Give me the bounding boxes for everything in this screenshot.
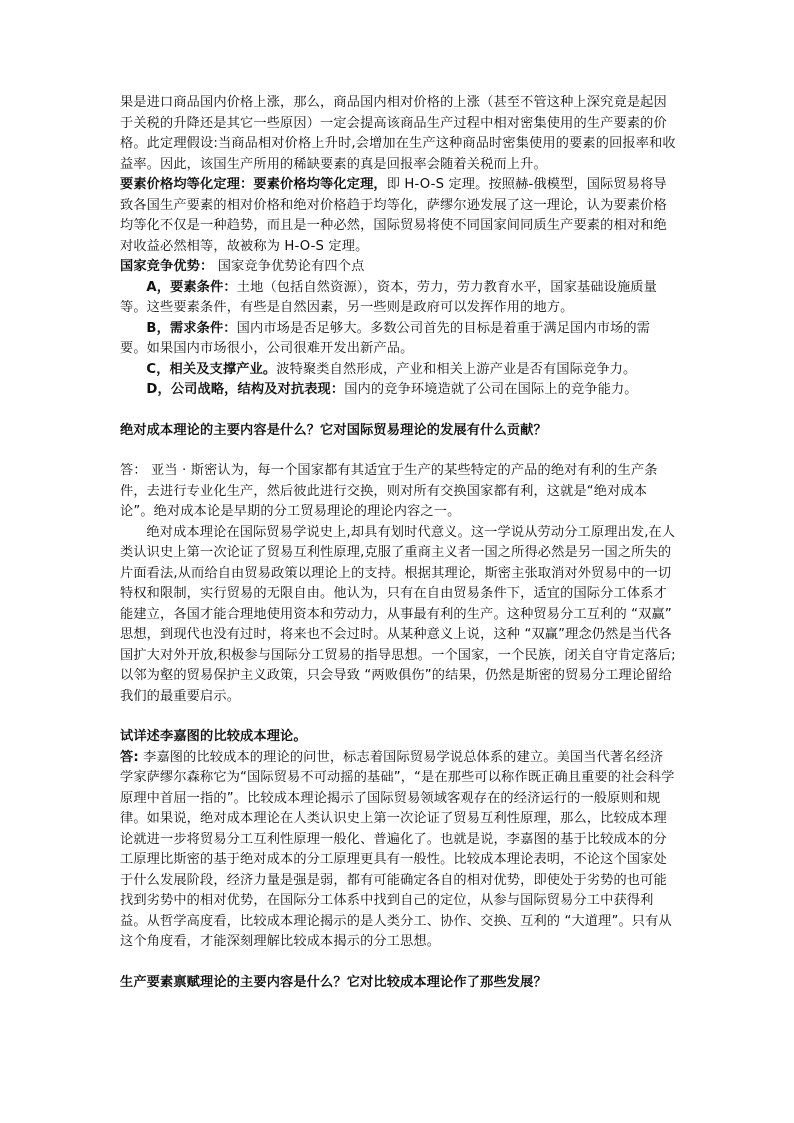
term-firm-strategy: D，公司战略，结构及对抗表现： <box>146 382 345 397</box>
term-demand-conditions: B，需求条件： <box>146 320 237 336</box>
list-item-demand-conditions <box>120 319 676 360</box>
text-demand-conditions: 国内市场是否足够大。多数公司首先的目标是着重于满足国内市场的需要。如果国内市场很小，公司很难开发出新产品。 <box>120 320 651 356</box>
list-item-firm-strategy <box>120 380 676 401</box>
term-related-industries: C，相关及支撑产业。 <box>146 361 277 377</box>
document-page <box>120 93 676 993</box>
answer-comparative-cost <box>120 748 676 953</box>
answer-label: 答: <box>120 749 139 765</box>
text-firm-strategy: 国内的竞争环境造就了公司在国际上的竞争能力。 <box>344 382 638 397</box>
list-item-factor-conditions <box>120 278 676 319</box>
list-item-related-industries <box>120 360 676 381</box>
text-related-industries: 波特聚类自然形成，产业和相关上游产业是否有国际竞争力。 <box>276 361 637 377</box>
text-national-competitive-advantage: 国家竞争优势论有四个点 <box>213 259 365 274</box>
answer-comparative-cost-text: 李嘉图的比较成本的理论的问世，标志着国际贸易学说总体系的建立。美国当代著名经济学家萨缪尔森称它为“国际贸易不可动摇的基础”，“是在那些可以称作既正确且重要的社会科学原理中首屈一指的”。比较成本理论揭示了国际贸易领域客观存在的经济运行的一般原则和规律。如果说，绝对成本理论在人类认识史上第一次论证了贸易互利性原理，那么，比较成本理论就进一步将贸易分工互利性原理一般化、普遍化了。也就是说，李嘉图的基于比较成本的分工原理比斯密的基于绝对成本的分工原理更具有一般性。比较成本理论表明，不论这个国家处于什么发展阶段，经济力量是强是弱，都有可能确定各自的相对优势，即使处于劣势的也可能找到劣势中的相对优势，在国际分工体系中找到自己的定位，从参与国际贸易分工中获得利益。从哲学高度看，比较成本理论揭示的是人类分工、协作、交换、互利的 “大道理”。只有从这个角度看，才能深刻理解比较成本揭示的分工思想。 <box>120 749 675 949</box>
question-factor-endowment: 生产要素禀赋理论的主要内容是什么？它对比较成本理论作了那些发展？ <box>120 974 547 990</box>
question-absolute-cost: 绝对成本理论的主要内容是什么？它对国际贸易理论的发展有什么贡献？ <box>120 422 547 438</box>
text-factor-price-equalization: 即 H-O-S 定理。按照赫-俄模型，国际贸易将导致各国生产要素的相对价格和绝对价格趋于均等化，萨缪尔逊发展了这一理论，认为要素价格均等化不仅是一种趋势，而且是一种必然，国际贸易将使不同国家间同质生产要素的相对和绝对收益必然相等，故被称为 H-O-S 定理。 <box>120 177 667 254</box>
text-factor-conditions: 土地（包括自然资源），资本，劳力，劳力教育水平，国家基础设施质量等。这些要素条件，有些是自然因素，另一些则是政府可以发挥作用的地方。 <box>120 279 657 315</box>
term-national-competitive-advantage: 国家竞争优势： <box>120 259 214 274</box>
answer-absolute-cost-significance: 绝对成本理论在国际贸易学说史上,却具有划时代意义。这一学说从劳动分工原理出发,在人类认识史上第一次论证了贸易互利性原理,克服了重商主义者一国之所得必然是另一国之所失的片面看法,从而给自由贸易政策以理论上的支持。根据其理论，斯密主张取消对外贸易中的一切特权和限制，实行贸易的无限自由。他认为，只有在自由贸易条件下，适宜的国际分工体系才能建立，各国才能合理地使用资本和劳动力，从事最有利的生产。这种贸易分工互利的 “双赢” 思想，到现代也没有过时，将来也不会过时。从某种意义上说，这种 “双赢”理念仍然是当代各国扩大对外开放,积极参与国际分工贸易的指导思想。一个国家，一个民族，闭关自守肯定落后; 以邻为壑的贸易保护主义政策，只会导致 “两败俱伤”的结果，仍然是斯密的贸易分工理论留给我们的最重要启示。 <box>120 524 676 704</box>
term-factor-conditions: A，要素条件： <box>146 279 237 295</box>
paragraph-protection-effect: 果是进口商品国内价格上涨，那么，商品国内相对价格的上涨（甚至不管这种上深究竟是起因于关税的升降还是其它一些原因）一定会提高该商品生产过程中相对密集使用的生产要素的价格。此定理假设:当商品相对价格上升时,会增加在生产这种商品时密集使用的要素的回报率和收益率。因此，该国生产所用的稀缺要素的真是回报率会随着关税而上升。 <box>120 95 676 172</box>
paragraph-national-competitive-advantage <box>120 257 676 278</box>
term-factor-price-equalization: 要素价格均等化定理：要素价格均等化定理， <box>120 177 387 192</box>
paragraph-factor-price-equalization <box>120 175 676 257</box>
question-comparative-cost: 试详述李嘉图的比较成本理论。 <box>120 729 307 744</box>
answer-absolute-cost-intro: 答： 亚当 · 斯密认为，每一个国家都有其适宜于生产的某些特定的产品的绝对有利的生产条件，去进行专业化生产，然后彼此进行交换，则对所有交换国家都有利，这就是“绝对成本论”。绝对成本论是早期的分工贸易理论的理论内容之一。 <box>120 463 658 519</box>
